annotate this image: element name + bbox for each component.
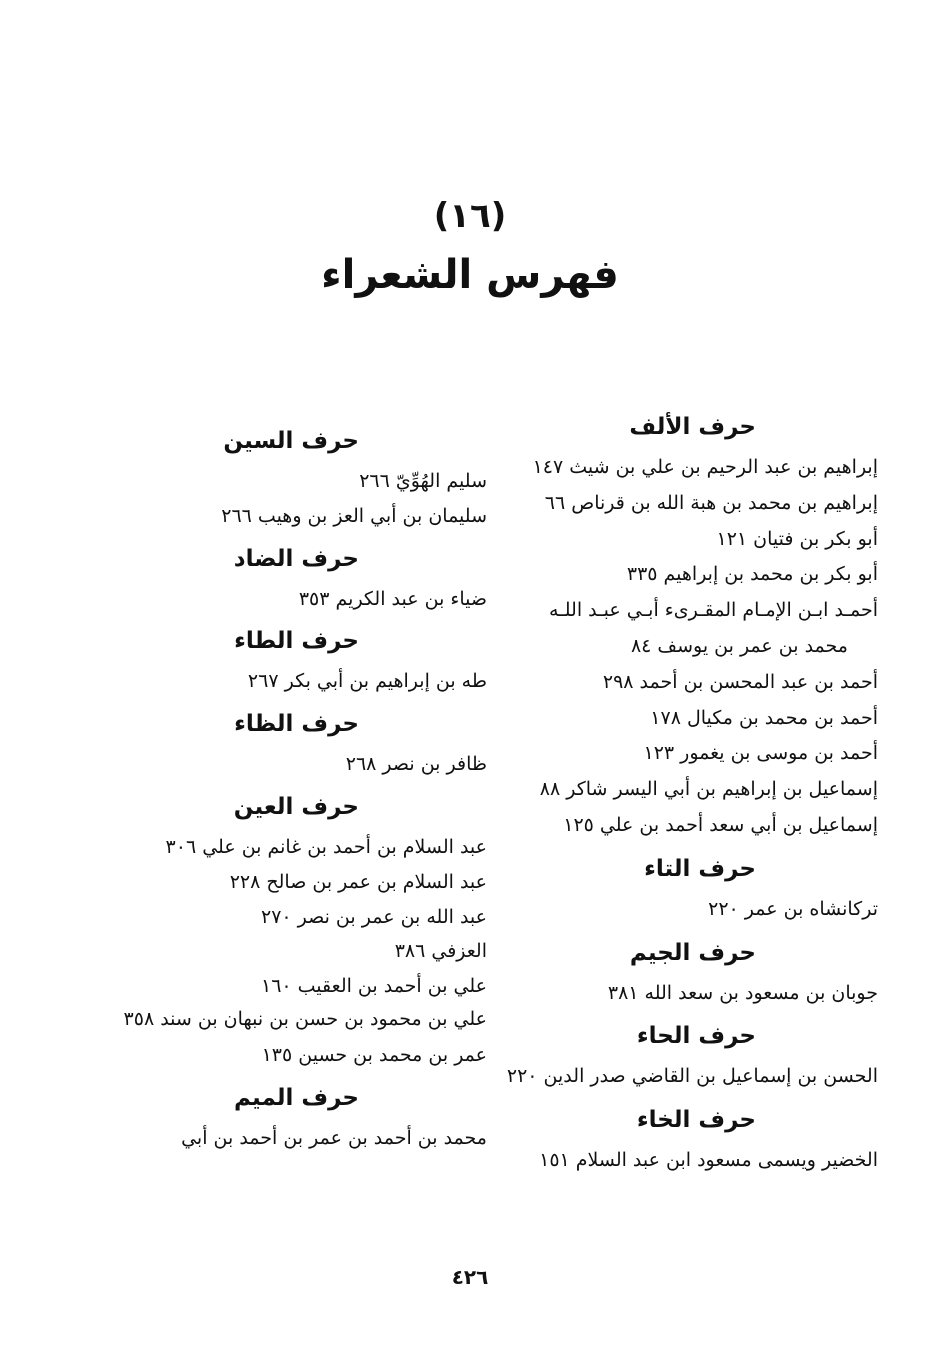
section-heading: حرف الضاد [233,545,359,572]
letter-section-zaa [102,705,487,782]
index-entry: أحمد بن عبد المحسن بن أحمد ٢٩٨ [602,670,878,693]
section-heading: حرف التاء [644,855,756,882]
index-entry: ظافر بن نصر ٢٦٨ [345,753,487,776]
section-heading: حرف السين [223,428,359,454]
index-entry: إسماعيل بن إبراهيم بن أبي اليسر شاكر ٨٨ [539,778,878,801]
index-entry: عبد الله بن عمر بن نصر ٢٧٠ [260,905,487,928]
index-column-left [102,422,487,1162]
letter-section-ain [102,788,487,1073]
index-entry: أحمـد ابـن الإمـام المقـرىء أبـي عبـد اللـه [548,599,878,622]
index-entry: علي بن محمود بن حسن بن نبهان بن سند ٣٥٨ [123,1007,487,1030]
section-heading: حرف الميم [234,1084,359,1111]
index-entry: محمد بن أحمد بن عمر بن أحمد بن أبي [181,1126,487,1149]
section-heading: حرف الجيم [629,939,756,966]
letter-section-dad [102,540,487,617]
index-entry: تركانشاه بن عمر ٢٢٠ [708,897,878,920]
index-entry: سليمان بن أبي العز بن وهيب ٢٦٦ [221,504,487,527]
index-entry: الحسن بن إسماعيل بن القاضي صدر الدين ٢٢٠ [506,1065,878,1088]
index-entry: أحمد بن محمد بن مكيال ١٧٨ [650,706,878,729]
index-entry: عمر بن محمد بن حسين ١٣٥ [261,1043,487,1066]
letter-section-taa-heavy [102,622,487,699]
index-entry: جوبان بن مسعود بن سعد الله ٣٨١ [607,981,878,1004]
section-heading: حرف الألف [629,414,756,440]
index-entry: سليم الهُوِّيّ ٢٦٦ [359,470,487,492]
index-entry: عبد السلام بن أحمد بن غانم بن علي ٣٠٦ [165,835,487,858]
index-entry: ضياء بن عبد الكريم ٣٥٣ [298,587,487,610]
index-entry: أبو بكر بن فتيان ١٢١ [716,527,878,550]
chapter-number: (١٦) [433,196,507,236]
index-entry: أبو بكر بن محمد بن إبراهيم ٣٣٥ [626,563,878,586]
section-heading: حرف الظاء [234,711,359,738]
page-number: ٤٢٦ [451,1265,489,1289]
index-entry: علي بن أحمد بن العقيب ١٦٠ [260,975,487,998]
index-entry: إسماعيل بن أبي سعد أحمد بن علي ١٢٥ [563,813,878,836]
index-entry: إبراهيم بن عبد الرحيم بن علي بن شيث ١٤٧ [532,456,878,478]
index-entry-continuation: محمد بن عمر بن يوسف ٨٤ [630,634,848,657]
letter-section-haa [498,1017,878,1095]
section-heading: حرف الحاء [636,1023,756,1050]
letter-section-alif [498,408,878,844]
letter-section-meem [102,1079,487,1156]
index-entry: طه بن إبراهيم بن أبي بكر ٢٦٧ [247,670,487,693]
index-entry: أحمد بن موسى بن يغمور ١٢٣ [643,742,878,765]
page-title: فهرس الشعراء [321,252,619,298]
section-heading: حرف الخاء [636,1107,756,1134]
letter-section-seen [102,422,487,534]
letter-section-khaa [498,1101,878,1179]
index-entry: إبراهيم بن محمد بن هبة الله بن قرناص ٦٦ [544,491,878,514]
letter-section-jeem [498,934,878,1012]
index-column-right [498,408,878,1185]
index-entry: عبد السلام بن عمر بن صالح ٢٢٨ [229,870,487,893]
index-entry: العزفي ٣٨٦ [394,940,487,963]
section-heading: حرف العين [233,793,359,820]
index-entry: الخضير ويسمى مسعود ابن عبد السلام ١٥١ [539,1149,878,1172]
letter-section-taa [498,850,878,928]
section-heading: حرف الطاء [234,628,359,655]
